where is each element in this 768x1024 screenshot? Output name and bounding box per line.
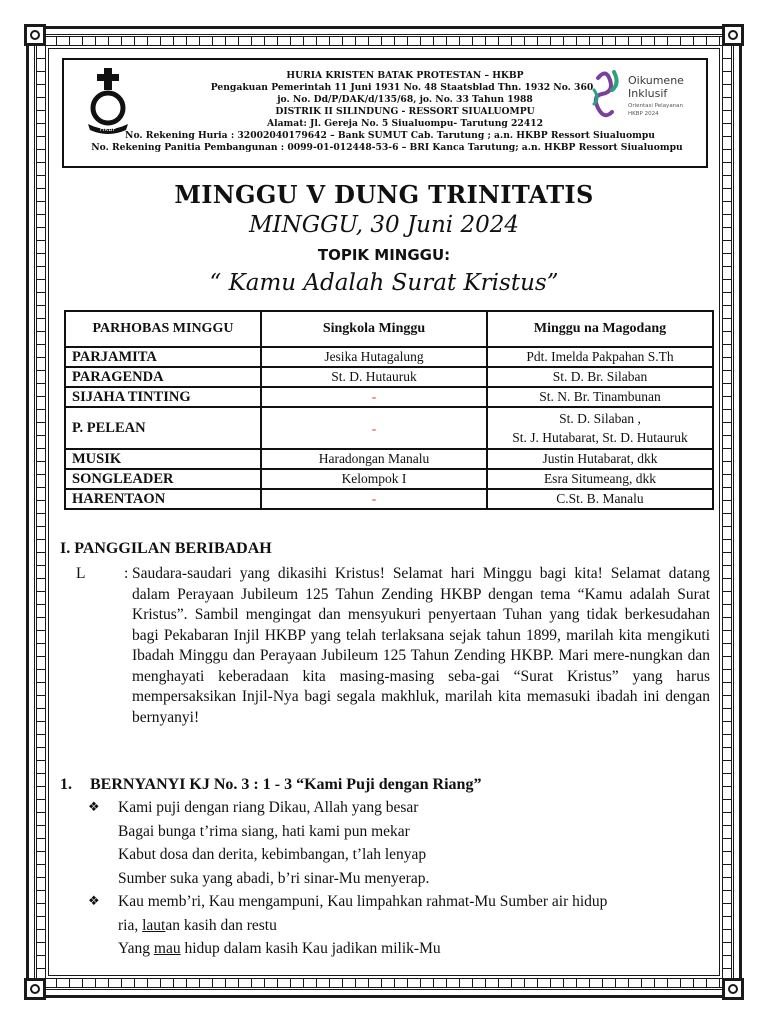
call-to-worship-text: Saudara-saudari yang dikasihi Kristus! Selamat hari Minggu bagi kita! Selamat datang dalam Perayaan Jubileum 125 Tahun Zending HKBP dengan tema “Kamu adalah Surat Kristus”. Sambil mengingat dan mensyukuri penyertaan Tuhan yang tidak berkesudahan bagi Pekabaran Injil HKBP yang telah terlaksana sejak tahun 1899, marilah kita mengikuti Ibadah Minggu dan Perayaan Jubileum 125 Tahun Zending HKBP. Mari mere-nungkan dan menghayati keberadaan kita masing-masing seba-gai “Surat Kristus” yang harus mempersaksikan Injil-Nya bagi segala makhluk, marilah kita memasuki ibadah ini dengan bernyanyi! — [132, 565, 710, 726]
building-account-line: No. Rekening Panitia Pembangunan : 0099-01-012448-53-6 – BRI Kanca Tarutung; a.n. HKBP Ressort Siualuompu — [91, 142, 683, 153]
logo-right-line3: Orientasi Pelayanan — [628, 103, 684, 109]
address-line: Alamat: Jl. Gereja No. 5 Siualuompu- Tarutung 22412 — [266, 118, 544, 129]
verse-line: Kami puji dengan riang Dikau, Allah yang besar — [118, 799, 419, 816]
role-cell: MUSIK — [65, 449, 261, 469]
verse-text: ria, — [118, 916, 143, 934]
song-number: 1. — [60, 776, 72, 793]
page-title: MINGGU V DUNG TRINITATIS — [174, 180, 594, 209]
header-role: PARHOBAS MINGGU — [65, 311, 261, 347]
adult-service-cell: Justin Hutabarat, dkk — [487, 449, 713, 469]
verse-line: Bagai bunga t’rima siang, hati kami pun mekar — [118, 822, 410, 840]
sunday-school-cell: - — [261, 489, 487, 509]
header-adult-service: Minggu na Magodang — [487, 311, 713, 347]
decree-line: jo. No. Dd/P/DAK/d/135/68, jo. No. 33 Tahun 1988 — [277, 94, 533, 105]
sunday-school-cell: Haradongan Manalu — [261, 449, 487, 469]
diamond-bullet-icon: ❖ — [88, 894, 100, 909]
adult-service-cell: C.St. B. Manalu — [487, 489, 713, 509]
table-row — [65, 469, 713, 489]
role-cell: HARENTAON — [65, 489, 261, 509]
adult-service-cell: Pdt. Imelda Pakpahan S.Th — [487, 347, 713, 367]
adult-service-cell: St. N. Br. Tinambunan — [487, 387, 713, 407]
role-cell: PARAGENDA — [65, 367, 261, 387]
leader-colon: : — [124, 565, 129, 582]
district-line: DISTRIK II SILINDUNG - RESSORT SIUALUOMPU — [275, 106, 535, 117]
underlined-word: mau — [153, 940, 181, 957]
verse-text: Yang — [118, 940, 154, 957]
adult-service-cell — [487, 407, 713, 449]
header-sunday-school: Singkola Minggu — [261, 311, 487, 347]
verse-line: Sumber suka yang abadi, b’ri sinar-Mu menyerap. — [118, 869, 430, 887]
song-heading — [60, 776, 481, 794]
duty-roster-table — [64, 310, 714, 510]
diamond-bullet-icon: ❖ — [88, 800, 100, 815]
sunday-school-cell: Kelompok I — [261, 469, 487, 489]
role-cell: SONGLEADER — [65, 469, 261, 489]
table-row — [65, 367, 713, 387]
logo-right-line1: Oikumene — [628, 74, 684, 87]
letterhead — [62, 58, 708, 168]
topic-title: “ Kamu Adalah Surat Kristus” — [209, 270, 559, 296]
service-date: MINGGU, 30 Juni 2024 — [248, 212, 520, 238]
role-cell: PARJAMITA — [65, 347, 261, 367]
section-heading: I. PANGGILAN BERIBADAH — [60, 540, 272, 557]
corner-ornament-top-right — [722, 24, 744, 46]
logo-right-line2: Inklusif — [628, 87, 668, 100]
table-header-row — [65, 311, 713, 347]
border-rail-top — [44, 36, 724, 46]
verse-text: an kasih dan restu — [165, 916, 277, 934]
verse-line: Kau memb’ri, Kau mengampuni, Kau limpahkan rahmat-Mu Sumber air hidup — [118, 893, 608, 910]
sunday-school-cell: - — [261, 387, 487, 407]
leader-label: L — [76, 565, 86, 582]
table-row — [65, 347, 713, 367]
adult-service-line: St. D. Silaban , — [559, 411, 641, 426]
logo-right-line4: HKBP 2024 — [628, 111, 659, 117]
table-row — [65, 489, 713, 509]
adult-service-line: St. J. Hutabarat, St. D. Hutauruk — [512, 430, 688, 445]
verse-line — [118, 914, 718, 938]
role-cell: SIJAHA TINTING — [65, 387, 261, 407]
recognition-line: Pengakuan Pemerintah 11 Juni 1931 No. 48 Staatsblad Thn. 1932 No. 360 — [210, 82, 594, 93]
adult-service-cell: Esra Situmeang, dkk — [487, 469, 713, 489]
sunday-school-cell: St. D. Hutauruk — [261, 367, 487, 387]
verse-line: Kabut dosa dan derita, kebimbangan, t’lah lenyap — [118, 846, 427, 863]
song-title: BERNYANYI KJ No. 3 : 1 - 3 “Kami Puji dengan Riang” — [90, 776, 482, 793]
border-rail-bottom — [44, 978, 724, 988]
corner-ornament-bottom-right — [722, 978, 744, 1000]
corner-ornament-top-left — [24, 24, 46, 46]
table-row — [65, 387, 713, 407]
verse-line — [118, 937, 718, 961]
verse-text: hidup dalam kasih Kau jadikan milik-Mu — [180, 940, 441, 957]
adult-service-cell: St. D. Br. Silaban — [487, 367, 713, 387]
bank-account-line: No. Rekening Huria : 32002040179642 – Bank SUMUT Cab. Tarutung ; a.n. HKBP Ressort Siualuompu — [125, 130, 655, 141]
sunday-school-cell: - — [261, 407, 487, 449]
church-name: HURIA KRISTEN BATAK PROTESTAN – HKBP — [286, 70, 524, 81]
corner-ornament-bottom-left — [24, 978, 46, 1000]
oikumene-inklusif-logo-icon — [588, 64, 706, 128]
sunday-school-cell: Jesika Hutagalung — [261, 347, 487, 367]
topic-label: TOPIK MINGGU: — [317, 246, 451, 264]
logo-left-text: HKBP — [99, 126, 117, 133]
table-row — [65, 407, 713, 449]
table-row — [65, 449, 713, 469]
underlined-word: laut — [142, 916, 166, 934]
role-cell: P. PELEAN — [65, 407, 261, 449]
